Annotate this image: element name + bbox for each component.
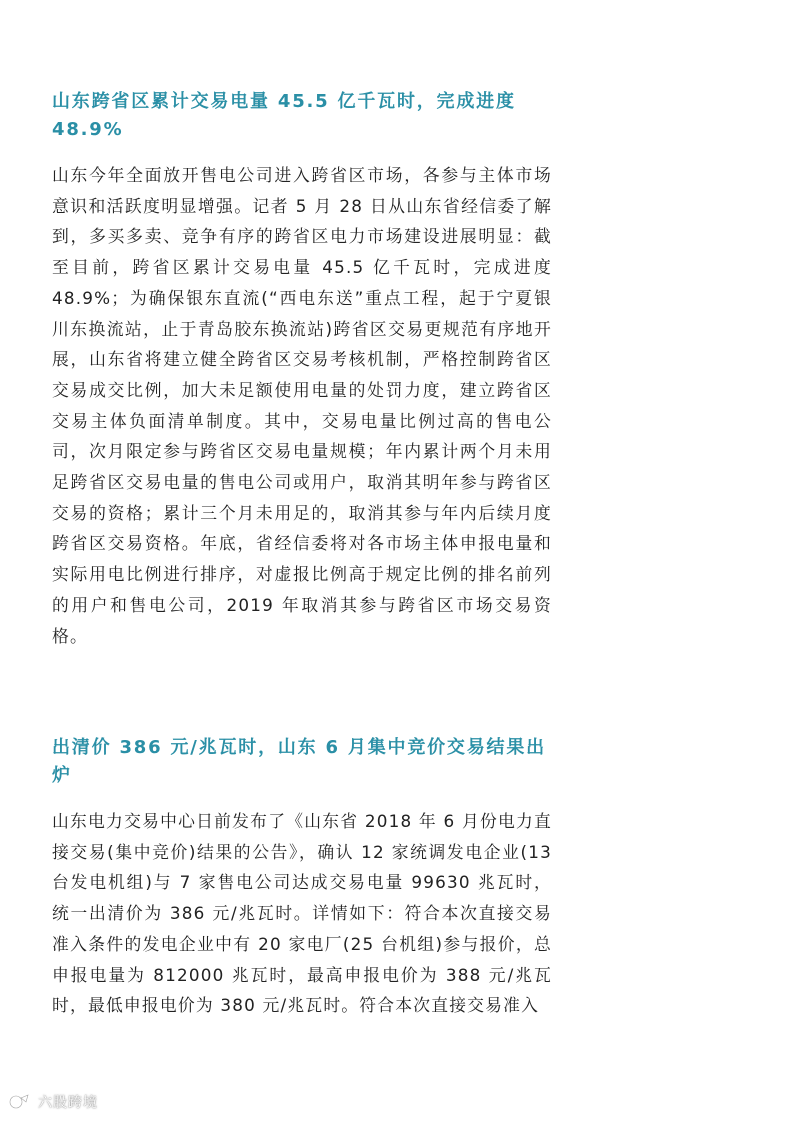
section-paragraph: 山东今年全面放开售电公司进入跨省区市场，各参与主体市场意识和活跃度明显增强。记者 5 月 28 日从山东省经信委了解到，多买多卖、竞争有序的跨省区电力市场建设进展明显：截至目前，跨省区累计交易电量 45.5 亿千瓦时，完成进度 48.9%；为确保银东直流(“西电东送”重点工程，起于宁夏银川东换流站，止于青岛胶东换流站)跨省区交易更规范有序地开展，山东省将建立健全跨省区交易考核机制，严格控制跨省区交易成交比例，加大未足额使用电量的处罚力度，建立跨省区交易主体负面清单制度。其中，交易电量比例过高的售电公司，次月限定参与跨省区交易电量规模；年内累计两个月未用足跨省区交易电量的售电公司或用户，取消其明年参与跨省区交易的资格；累计三个月未用足的，取消其参与年内后续月度跨省区交易资格。年底，省经信委将对各市场主体申报电量和实际用电比例进行排序，对虚报比例高于规定比例的排名前列的用户和售电公司，2019 年取消其参与跨省区市场交易资格。 xyxy=(52,165,552,646)
section-heading: 山东跨省区累计交易电量 45.5 亿千瓦时，完成进度 48.9% xyxy=(52,91,516,140)
watermark-text: 六股跨境 xyxy=(38,1095,98,1111)
watermark xyxy=(8,1092,98,1112)
article-section-1 xyxy=(52,88,552,651)
brand-logo-icon xyxy=(8,1092,32,1112)
section-heading: 出清价 386 元/兆瓦时，山东 6 月集中竞价交易结果出炉 xyxy=(52,737,546,786)
section-paragraph: 山东电力交易中心日前发布了《山东省 2018 年 6 月份电力直接交易(集中竞价)结果的公告》，确认 12 家统调发电企业(13 台发电机组)与 7 家售电公司达成交易电量 99630 兆瓦时，统一出清价为 386 元/兆瓦时。详情如下：符合本次直接交易准入条件的发电企业中有 20 家电厂(25 台机组)参与报价，总申报电量为 812000 兆瓦时，最高申报电价为 388 元/兆瓦时，最低申报电价为 380 元/兆瓦时。符合本次直接交易准入 xyxy=(52,811,552,1016)
article-section-2 xyxy=(52,734,552,1021)
